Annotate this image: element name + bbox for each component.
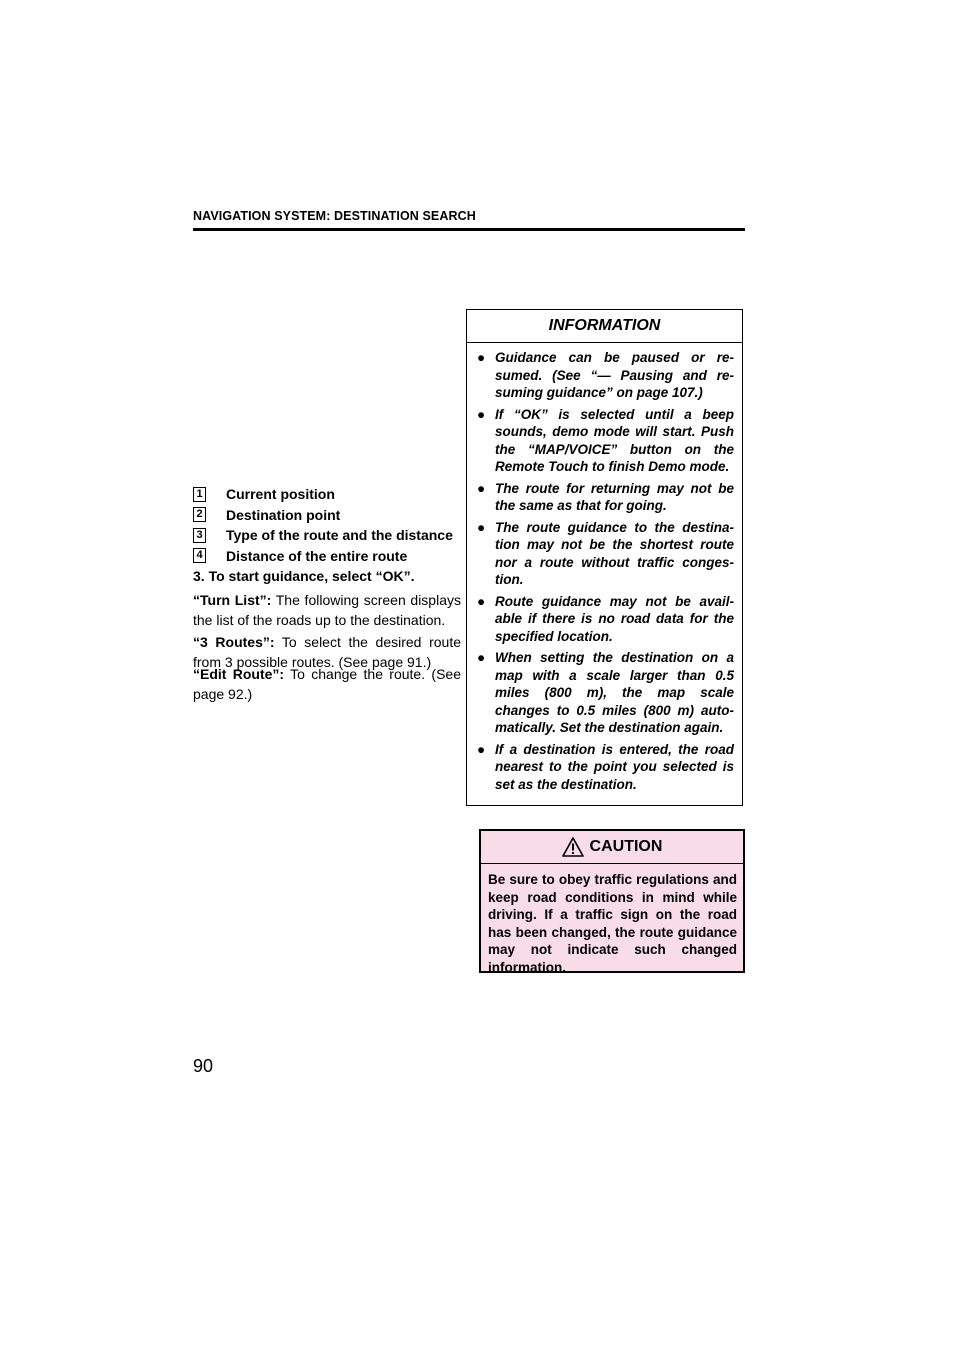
bullet-icon: ● — [477, 741, 486, 757]
information-box — [466, 309, 743, 806]
turn-list-label: “Turn List”: — [193, 592, 272, 608]
page-number: 90 — [193, 1056, 214, 1076]
legend-item — [193, 505, 463, 526]
edit-route-paragraph — [193, 664, 461, 704]
bullet-icon: ● — [477, 593, 486, 609]
bullet-icon: ● — [477, 480, 486, 496]
caution-header — [481, 831, 743, 864]
information-item: ● If “OK” is selected until a beep sounds, demo mode will start. Push the “MAP/VOICE” button on the Remote Touch to finish Demo mode. — [477, 406, 734, 474]
bullet-icon: ● — [477, 350, 486, 365]
caution-text: Be sure to obey traffic regulations and keep road conditions in mind while driving. If a traffic sign on the road has been changed, the route guidance may not indicate such changed information. — [488, 872, 737, 975]
information-item: ● Guidance can be paused or re-sumed. (See “— Pausing and re-suming guidance” on page 107.) — [477, 350, 734, 400]
turn-list-paragraph — [193, 590, 461, 630]
legend-label: Destination point — [226, 506, 341, 523]
bullet-icon: ● — [477, 519, 486, 535]
edit-route-label: “Edit Route”: — [193, 666, 285, 682]
warning-icon — [562, 837, 584, 857]
legend-item — [193, 484, 463, 505]
number-badge: 4 — [193, 548, 206, 563]
caution-box — [479, 829, 745, 973]
information-item: ● The route guidance to the destina-tion may not be the shortest route nor a route without traffic conges-tion. — [477, 519, 734, 587]
information-item: ● If a destination is entered, the road nearest to the point you selected is set as the destination. — [477, 741, 734, 792]
number-badge: 2 — [193, 507, 206, 522]
legend-label: Type of the route and the distance — [226, 527, 453, 544]
section-header: NAVIGATION SYSTEM: DESTINATION SEARCH — [193, 209, 476, 223]
legend-label: Current position — [226, 486, 335, 503]
information-list — [467, 343, 742, 793]
information-item: ● Route guidance may not be avail-able if there is no road data for the specified location. — [477, 593, 734, 644]
number-badge: 3 — [193, 528, 206, 543]
information-item: ● The route for returning may not be the same as that for going. — [477, 480, 734, 513]
bullet-icon: ● — [477, 650, 486, 665]
information-title: INFORMATION — [467, 310, 742, 343]
edit-route-text: To change the route. (See page 92.) — [193, 666, 462, 702]
three-routes-text: To select the desired route from 3 possible routes. (See page 91.) — [193, 634, 461, 670]
bullet-icon: ● — [477, 406, 486, 422]
legend-item — [193, 546, 463, 567]
turn-list-text: The following screen displays the list of the roads up to the destination. — [193, 592, 461, 628]
number-badge: 1 — [193, 487, 206, 502]
three-routes-label: “3 Routes”: — [193, 634, 275, 650]
legend-item — [193, 525, 463, 546]
legend-label: Distance of the entire route — [226, 547, 408, 564]
header-rule — [193, 228, 745, 231]
legend-list — [193, 484, 463, 566]
step-3-text: 3. To start guidance, select “OK”. — [193, 568, 415, 584]
information-item: ● When setting the destination on a map with a scale larger than 0.5 miles (800 m), the map scale changes to 0.5 miles (800 m) auto-matically. Set the destination again. — [477, 650, 734, 735]
caution-title: CAUTION — [589, 838, 663, 855]
